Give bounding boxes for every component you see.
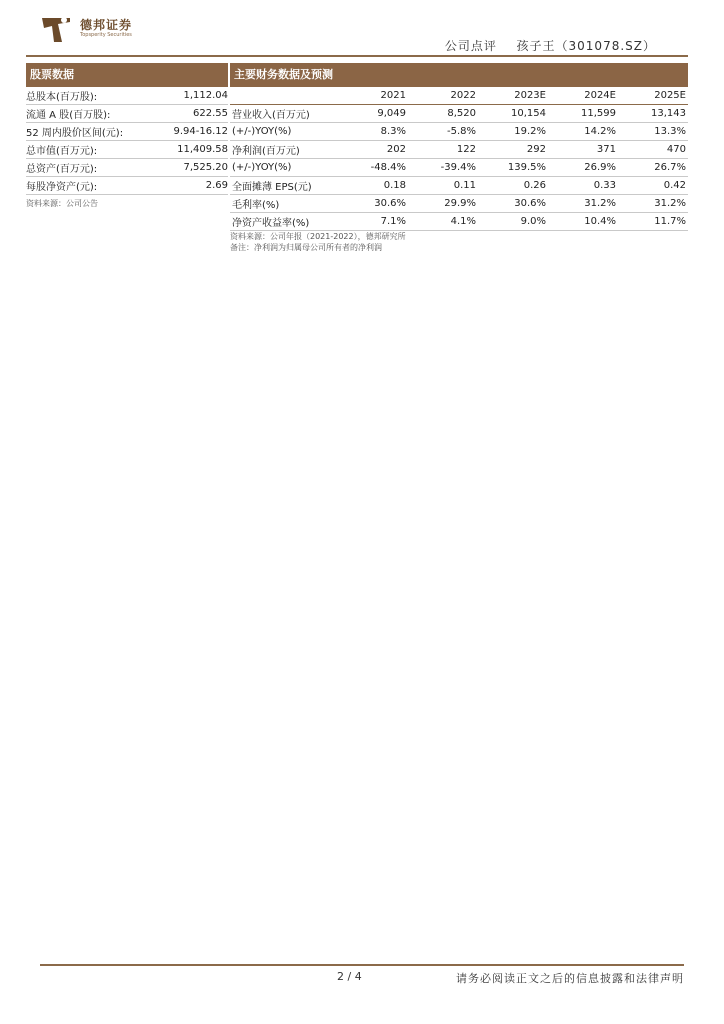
financials-cell: 19.2%	[478, 123, 548, 141]
stock-data-source: 资料来源：公司公告	[26, 199, 98, 208]
financials-cell: 0.42	[618, 177, 688, 195]
stock-data-value: 1,112.04	[183, 90, 228, 101]
financials-row	[230, 159, 688, 177]
financials-cell: 122	[408, 141, 478, 159]
financials-row-label: (+/-)YOY(%)	[230, 159, 338, 177]
financials-cell: -5.8%	[408, 123, 478, 141]
financials-row-label: 营业收入(百万元)	[230, 105, 338, 123]
financials-row	[230, 177, 688, 195]
financials-source: 资料来源：公司年报（2021-2022），德邦研究所	[230, 232, 406, 241]
financials-year-header: 2024E	[548, 87, 618, 105]
stock-data-row	[26, 123, 228, 141]
financials-table	[230, 87, 688, 231]
financials-cell: 4.1%	[408, 213, 478, 231]
stock-data-label: 每股净资产(元):	[26, 182, 98, 193]
financials-cell: 13,143	[618, 105, 688, 123]
financials-cell: 26.9%	[548, 159, 618, 177]
financials-cell: 9.0%	[478, 213, 548, 231]
financials-header-blank	[230, 87, 338, 105]
financials-cell: 30.6%	[478, 195, 548, 213]
financials-row-label: 净资产收益率(%)	[230, 213, 338, 231]
financials-cell: 31.2%	[618, 195, 688, 213]
financials-cell: -39.4%	[408, 159, 478, 177]
stock-data-label: 总资产(百万元):	[26, 164, 98, 175]
financials-cell: 470	[618, 141, 688, 159]
stock-data-value: 2.69	[205, 180, 228, 191]
report-type: 公司点评	[444, 39, 497, 53]
stock-data-row	[26, 177, 228, 195]
financials-year-header: 2023E	[478, 87, 548, 105]
stock-data-value: 9.94-16.12	[173, 126, 228, 137]
financials-panel	[230, 63, 688, 253]
stock-data-row	[26, 159, 228, 177]
financials-cell: 26.7%	[618, 159, 688, 177]
financials-header-row	[230, 87, 688, 105]
stock-data-label: 总股本(百万股):	[26, 92, 98, 103]
financials-cell: 0.33	[548, 177, 618, 195]
financials-row	[230, 141, 688, 159]
financials-cell: 29.9%	[408, 195, 478, 213]
financials-row	[230, 123, 688, 141]
footer-divider	[40, 964, 684, 966]
header-divider	[26, 55, 688, 57]
stock-data-row	[26, 141, 228, 159]
stock-data-row	[26, 87, 228, 105]
stock-data-label: 52 周内股价区间(元):	[26, 128, 124, 139]
financials-title: 主要财务数据及预测	[230, 63, 688, 87]
financials-cell: 10,154	[478, 105, 548, 123]
financials-cell: 8.3%	[338, 123, 408, 141]
legal-disclaimer: 请务必阅读正文之后的信息披露和法律声明	[456, 972, 684, 985]
financials-cell: 10.4%	[548, 213, 618, 231]
financials-cell: 0.18	[338, 177, 408, 195]
financials-cell: 139.5%	[478, 159, 548, 177]
financials-year-header: 2022	[408, 87, 478, 105]
page-header	[0, 0, 724, 60]
brand-english-name: Topsperity Securities	[80, 32, 132, 38]
financials-cell: 8,520	[408, 105, 478, 123]
stock-data-value: 7,525.20	[183, 162, 228, 173]
stock-data-list	[26, 87, 228, 195]
financials-cell: 202	[338, 141, 408, 159]
financials-row	[230, 105, 688, 123]
stock-data-value: 622.55	[193, 108, 228, 119]
financials-cell: 11.7%	[618, 213, 688, 231]
financials-cell: 31.2%	[548, 195, 618, 213]
financials-row-label: 净利润(百万元)	[230, 141, 338, 159]
financials-year-header: 2021	[338, 87, 408, 105]
financials-note: 备注：净利润为归属母公司所有者的净利润	[230, 243, 382, 252]
financials-row	[230, 195, 688, 213]
stock-data-row	[26, 105, 228, 123]
ox-logo-icon	[40, 12, 74, 46]
financials-cell: 11,599	[548, 105, 618, 123]
financials-row-label: 全面摊薄 EPS(元)	[230, 177, 338, 195]
financials-cell: 0.11	[408, 177, 478, 195]
financials-cell: 30.6%	[338, 195, 408, 213]
stock-data-label: 总市值(百万元):	[26, 146, 98, 157]
stock-data-value: 11,409.58	[177, 144, 228, 155]
financials-body	[230, 105, 688, 231]
financials-cell: 0.26	[478, 177, 548, 195]
brand-name: 德邦证券	[80, 18, 133, 32]
financials-cell: 7.1%	[338, 213, 408, 231]
financials-year-header: 2025E	[618, 87, 688, 105]
stock-data-label: 流通 A 股(百万股):	[26, 110, 111, 121]
financials-row-label: 毛利率(%)	[230, 195, 338, 213]
financials-cell: 14.2%	[548, 123, 618, 141]
financials-row-label: (+/-)YOY(%)	[230, 123, 338, 141]
financials-row	[230, 213, 688, 231]
stock-data-panel	[26, 63, 228, 209]
financials-cell: 371	[548, 141, 618, 159]
page-number: 2 / 4	[337, 970, 362, 983]
financials-cell: 292	[478, 141, 548, 159]
financials-cell: 13.3%	[618, 123, 688, 141]
report-meta	[445, 37, 656, 54]
financials-cell: 9,049	[338, 105, 408, 123]
company-name: 孩子王（301078.SZ）	[516, 39, 656, 53]
financials-cell: -48.4%	[338, 159, 408, 177]
stock-data-title: 股票数据	[26, 63, 228, 87]
